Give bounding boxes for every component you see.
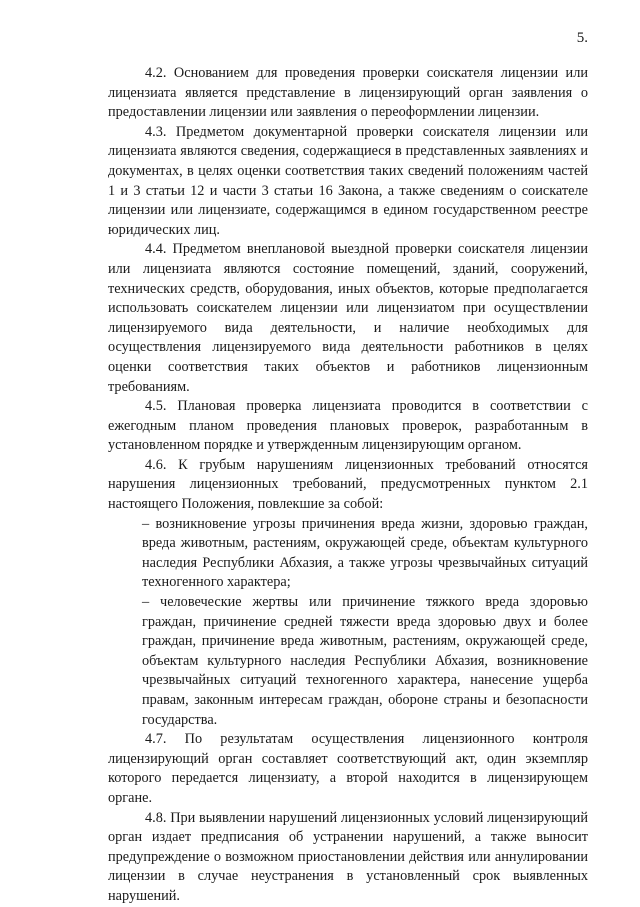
paragraph-4-7: 4.7. По результатам осуществления лицензионного контроля лицензирующий орган составляет соответствующий акт, один экземпляр которого передается лицензиату, а второй находится в лицензирующем органе.: [108, 731, 588, 806]
paragraph-4-2: 4.2. Основанием для проведения проверки соискателя лицензии или лицензиата является представление в лицензирующий орган заявления о предоставлении лицензии или заявления о переоформлении лицензии.: [108, 65, 588, 121]
paragraph-4-5: 4.5. Плановая проверка лицензиата проводится в соответствии с ежегодным планом проведения плановых проверок, разработанным в установленном порядке и утвержденным лицензирующим органом.: [108, 398, 588, 454]
document-body: [108, 64, 588, 907]
list-item: – человеческие жертвы или причинение тяжкого вреда здоровью граждан, причинение средней тяжести вреда здоровью двух и более граждан, причинение вреда животным, растениям, окружающей среде, объектам культурного наследия Республики Абхазия, возникновение чрезвычайных ситуаций техногенного характера, нанесение ущерба правам, законным интересам граждан, обороне страны и безопасности государства.: [142, 594, 588, 728]
list-item: – возникновение угрозы причинения вреда жизни, здоровью граждан, вреда животным, растениям, окружающей среде, объектам культурного наследия Республики Абхазия, а также угрозы чрезвычайных ситуаций техногенного характера;: [142, 515, 588, 591]
paragraph-4-6: 4.6. К грубым нарушениям лицензионных требований относятся нарушения лицензионных требований, предусмотренных пунктом 2.1 настоящего Положения, повлекшие за собой:: [108, 456, 588, 513]
paragraph-4-3: 4.3. Предметом документарной проверки соискателя лицензии или лицензиата являются сведения, содержащиеся в представленных заявлениях и документах, в целях оценки соответствия таких сведений положениям частей 1 и 3 статьи 12 и части 3 статьи 16 Закона, а также сведениям о соискателе лицензии или лицензиате, содержащимся в едином государственном реестре юридических лиц.: [108, 123, 588, 238]
paragraph-4-8: 4.8. При выявлении нарушений лицензионных условий лицензирующий орган издает предписания об устранении нарушений, а также выносит предупреждение о возможном приостановлении действия или аннулировании лицензии в случае неустранения в установленный срок выявленных нарушений.: [108, 809, 588, 904]
page-number: 5.: [576, 30, 588, 46]
paragraph-4-4: 4.4. Предметом внеплановой выездной проверки соискателя лицензии или лицензиата являются состояние помещений, зданий, сооружений, технических средств, оборудования, иных объектов, которые предполагается использовать соискателем лицензии или лицензиатом при осуществлении лицензируемого вида деятельности, и наличие необходимых для осуществления лицензируемого вида деятельности работников в целях оценки соответствия таких объектов и работников лицензионным требованиям.: [108, 241, 588, 395]
